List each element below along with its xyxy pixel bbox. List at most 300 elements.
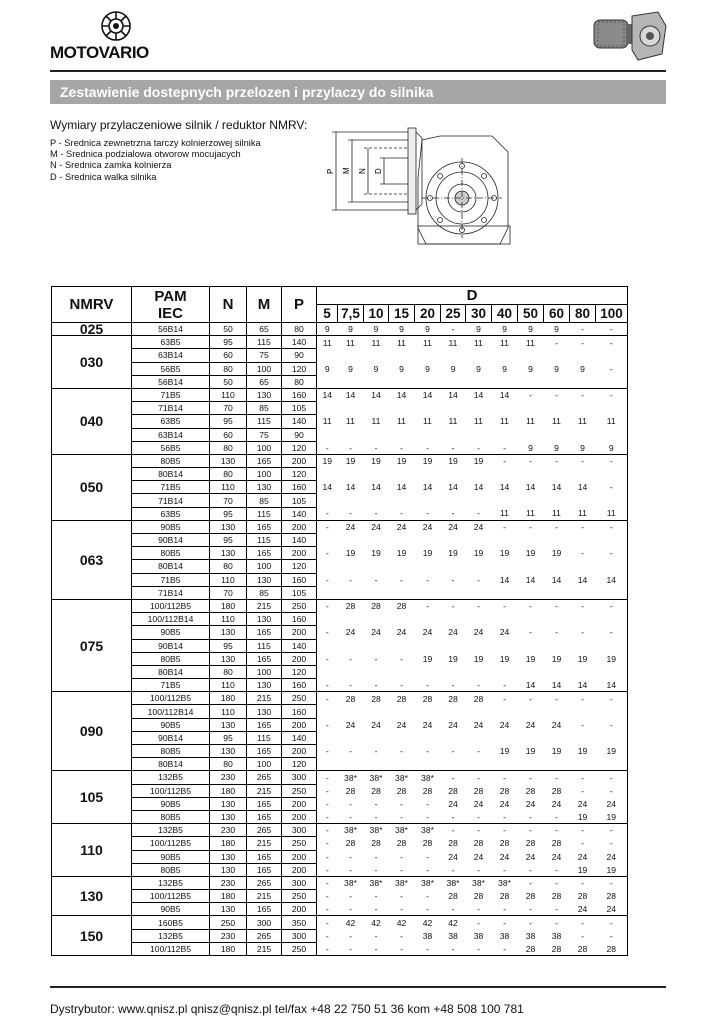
ratio-cell: [518, 731, 544, 744]
ratio-cell: -: [317, 441, 338, 454]
ratio-cell: [317, 428, 338, 441]
ratio-cell: -: [415, 942, 441, 955]
ratio-cell: -: [317, 824, 338, 837]
table-row: [52, 520, 628, 533]
ratio-cell: 9: [580, 363, 585, 374]
n-cell: 230: [210, 824, 247, 837]
ratio-cell: 24: [499, 627, 510, 638]
ratio-cell: 38*: [364, 876, 389, 889]
table-row: [52, 547, 628, 560]
ratio-cell: [596, 758, 628, 771]
ratio-cell: -: [451, 904, 455, 915]
ratio-cell: -: [349, 864, 352, 875]
ratio-cell: 24: [396, 719, 407, 730]
ratio-cell: -: [317, 547, 338, 560]
ratio-cell: [518, 494, 544, 507]
ratio-cell: -: [596, 929, 628, 942]
ratio-cell: 24: [596, 850, 628, 863]
table-row: [52, 837, 628, 850]
ratio-cell: 24: [389, 520, 415, 533]
ratio-cell: 38*: [466, 876, 492, 889]
table-row: [52, 402, 628, 415]
pam-cell: 90B5: [132, 718, 210, 731]
ratio-cell: 28: [518, 942, 544, 955]
ratio-cell: 14: [525, 482, 536, 493]
ratio-cell: 28: [448, 838, 458, 849]
brand-logo: MOTOVARIO: [50, 43, 149, 62]
pam-cell: 63B5: [132, 415, 210, 428]
ratio-cell: [570, 586, 596, 599]
pam-cell: 100/112B5: [132, 784, 210, 797]
ratio-cell: [518, 613, 544, 626]
ratio-cell: [338, 534, 364, 547]
ratio-cell: [596, 639, 628, 652]
pam-cell: 80B14: [132, 758, 210, 771]
ratio-cell: [441, 586, 466, 599]
ratio-cell: 9: [528, 363, 533, 374]
ratio-cell: 19: [596, 652, 628, 665]
ratio-cell: -: [570, 771, 596, 784]
pam-cell: 90B5: [132, 850, 210, 863]
table-row: [52, 718, 628, 731]
ratio-cell: -: [441, 942, 466, 955]
m-cell: 115: [247, 534, 282, 547]
ratio-cell: 24: [577, 798, 588, 809]
ratio-cell: 28: [345, 785, 356, 796]
table-row: [52, 586, 628, 599]
ratio-cell: -: [518, 520, 544, 533]
ratio-cell: -: [544, 454, 570, 467]
m-cell: 130: [247, 705, 282, 718]
ratio-cell: 14: [525, 679, 536, 690]
ratio-cell: -: [349, 442, 352, 453]
table-row: [52, 824, 628, 837]
ratio-cell: [466, 375, 492, 388]
pam-cell: 90B14: [132, 534, 210, 547]
m-cell: 100: [247, 362, 282, 375]
p-cell: 120: [282, 468, 317, 481]
ratio-cell: -: [374, 679, 378, 690]
ratio-cell: -: [317, 916, 338, 929]
ratio-cell: [441, 349, 466, 362]
pam-cell: 56B14: [132, 323, 210, 336]
ratio-cell: [317, 639, 338, 652]
ratio-cell: 19: [525, 746, 536, 757]
ratio-cell: 14: [499, 482, 510, 493]
ratio-cell: 11: [317, 336, 338, 349]
ratio-cell: -: [441, 323, 466, 336]
ratio-cell: [338, 758, 364, 771]
ratio-cell: 9: [596, 441, 628, 454]
ratio-cell: [544, 494, 570, 507]
ratio-cell: -: [555, 904, 558, 915]
ratio-cell: 14: [364, 388, 389, 401]
ratio-cell: -: [503, 442, 506, 453]
ratio-cell: 14: [551, 679, 562, 690]
ratio-cell: -: [317, 784, 338, 797]
ratio-cell: [596, 402, 628, 415]
header-pam-iec: [132, 287, 210, 323]
ratio-cell: 38*: [415, 771, 441, 784]
ratio-cell: [441, 560, 466, 573]
section-title: Zestawienie dostepnych przelozen i przylaczy do silnika: [50, 80, 666, 104]
ratio-cell: 14: [492, 388, 518, 401]
ratio-cell: -: [349, 930, 352, 941]
ratio-cell: [364, 758, 389, 771]
ratio-cell: 24: [396, 627, 407, 638]
ratio-cell: 28: [389, 692, 415, 705]
pam-cell: 100/112B5: [132, 890, 210, 903]
ratio-cell: -: [400, 653, 403, 664]
ratio-cell: -: [317, 679, 338, 692]
ratio-cell: 14: [525, 574, 536, 585]
ratio-cell: 9: [554, 442, 559, 453]
p-cell: 140: [282, 336, 317, 349]
table-row: [52, 626, 628, 639]
p-cell: 250: [282, 784, 317, 797]
ratio-cell: 24: [441, 520, 466, 533]
ratio-cell: 9: [373, 363, 379, 374]
ratio-cell: [338, 665, 364, 678]
ratio-cell: 42: [338, 916, 364, 929]
m-cell: 100: [247, 560, 282, 573]
n-cell: 130: [210, 863, 247, 876]
ratio-cell: [492, 665, 518, 678]
ratio-cell: [441, 494, 466, 507]
table-row: [52, 481, 628, 494]
m-cell: 165: [247, 520, 282, 533]
ratio-cell: 28: [338, 599, 364, 612]
ratio-cell: [518, 705, 544, 718]
ratio-cell: 38: [448, 930, 458, 941]
ratio-cell: [466, 560, 492, 573]
ratio-cell: [492, 494, 518, 507]
ratio-cell: -: [317, 599, 338, 612]
m-cell: 165: [247, 454, 282, 467]
header-ratio: 50: [518, 305, 544, 323]
ratio-cell: -: [529, 627, 532, 638]
ratio-cell: 9: [528, 442, 533, 453]
ratio-cell: 28: [441, 692, 466, 705]
pam-cell: 132B5: [132, 876, 210, 889]
ratio-cell: -: [349, 811, 352, 822]
ratio-cell: 24: [525, 719, 536, 730]
ratio-cell: 11: [552, 508, 561, 519]
p-cell: 200: [282, 745, 317, 758]
ratio-cell: -: [477, 864, 480, 875]
ratio-cell: [389, 613, 415, 626]
ratio-cell: [492, 375, 518, 388]
motor-gearbox-image: [592, 6, 668, 66]
ratio-cell: 9: [338, 323, 364, 336]
ratio-cell: [518, 665, 544, 678]
p-cell: 200: [282, 626, 317, 639]
ratio-cell: 28: [499, 838, 510, 849]
table-row: [52, 745, 628, 758]
ratio-cell: -: [596, 547, 628, 560]
ratio-cell: 11: [552, 416, 561, 427]
pam-cell: 90B5: [132, 797, 210, 810]
ratio-cell: 24: [422, 719, 433, 730]
table-row: [52, 336, 628, 349]
ratio-cell: 19: [577, 653, 588, 664]
table-row: [52, 560, 628, 573]
ratio-cell: [492, 705, 518, 718]
ratio-cell: [570, 758, 596, 771]
ratio-cell: [570, 428, 596, 441]
ratio-cell: -: [374, 653, 378, 664]
ratio-cell: [364, 705, 389, 718]
n-cell: 180: [210, 784, 247, 797]
ratio-cell: [596, 375, 628, 388]
p-cell: 120: [282, 758, 317, 771]
ratio-cell: 11: [518, 336, 544, 349]
ratio-cell: [415, 494, 441, 507]
ratio-cell: 9: [399, 363, 404, 374]
n-cell: 95: [210, 639, 247, 652]
ratio-cell: -: [426, 442, 429, 453]
ratio-cell: -: [570, 520, 596, 533]
header-ratio: 30: [466, 305, 492, 323]
ratio-cell: [544, 731, 570, 744]
table-row: [52, 731, 628, 744]
ratio-cell: 38*: [389, 876, 415, 889]
ratio-cell: [317, 402, 338, 415]
m-cell: 215: [247, 942, 282, 955]
ratio-cell: [544, 665, 570, 678]
m-cell: 165: [247, 718, 282, 731]
pam-cell: 63B14: [132, 349, 210, 362]
m-cell: 130: [247, 481, 282, 494]
ratio-cell: [338, 613, 364, 626]
ratio-cell: [317, 613, 338, 626]
ratio-cell: [492, 586, 518, 599]
pam-cell: 71B5: [132, 388, 210, 401]
ratio-cell: [389, 586, 415, 599]
header-ratio: 60: [544, 305, 570, 323]
ratio-cell: [415, 468, 441, 481]
ratio-cell: [466, 494, 492, 507]
ratio-cell: -: [596, 718, 628, 731]
ratio-cell: [492, 758, 518, 771]
p-cell: 200: [282, 547, 317, 560]
pam-cell: 56B5: [132, 362, 210, 375]
ratio-cell: 14: [551, 482, 562, 493]
ratio-cell: 14: [422, 482, 433, 493]
ratio-cell: 28: [466, 692, 492, 705]
ratio-cell: -: [374, 442, 378, 453]
n-cell: 130: [210, 652, 247, 665]
ratio-cell: 19: [551, 548, 562, 559]
ratio-cell: -: [317, 810, 338, 823]
ratio-cell: [389, 375, 415, 388]
p-cell: 300: [282, 771, 317, 784]
ratio-cell: 42: [389, 916, 415, 929]
ratio-cell: 9: [415, 323, 441, 336]
ratio-cell: [415, 705, 441, 718]
m-cell: 100: [247, 441, 282, 454]
header-ratio: 7,5: [338, 305, 364, 323]
ratio-cell: -: [400, 891, 403, 902]
table-row: [52, 375, 628, 388]
pam-cell: 132B5: [132, 771, 210, 784]
ratio-cell: 24: [473, 851, 484, 862]
ratio-cell: 38: [525, 930, 536, 941]
table-row: [52, 903, 628, 916]
ratio-cell: [518, 639, 544, 652]
p-cell: 140: [282, 639, 317, 652]
ratio-cell: [596, 534, 628, 547]
n-cell: 130: [210, 718, 247, 731]
table-row: [52, 468, 628, 481]
pam-cell: 90B5: [132, 626, 210, 639]
ratio-cell: [338, 375, 364, 388]
ratio-cell: [544, 428, 570, 441]
ratio-cell: -: [415, 599, 441, 612]
ratio-cell: 38*: [415, 824, 441, 837]
ratio-cell: 11: [596, 507, 628, 520]
ratio-cell: -: [503, 679, 506, 690]
ratio-cell: 19: [525, 548, 536, 559]
pam-cell: 100/112B14: [132, 705, 210, 718]
table-row: [52, 599, 628, 612]
ratio-cell: 28: [544, 942, 570, 955]
n-cell: 110: [210, 481, 247, 494]
ratio-cell: 28: [338, 692, 364, 705]
ratio-cell: -: [317, 903, 338, 916]
ratio-cell: [317, 534, 338, 547]
header-ratio: 40: [492, 305, 518, 323]
m-cell: 165: [247, 797, 282, 810]
ratio-cell: 42: [364, 916, 389, 929]
ratio-cell: -: [492, 599, 518, 612]
ratio-cell: 11: [578, 508, 587, 519]
ratio-cell: [441, 534, 466, 547]
ratio-cell: [415, 428, 441, 441]
n-cell: 130: [210, 797, 247, 810]
ratio-cell: -: [581, 548, 584, 559]
ratio-cell: -: [570, 599, 596, 612]
pam-cell: 80B14: [132, 560, 210, 573]
ratio-cell: 9: [450, 363, 456, 374]
m-cell: 65: [247, 375, 282, 388]
ratio-cell: -: [349, 679, 352, 690]
legend-item: N - Srednica zamka kolnierza: [50, 160, 172, 171]
ratio-cell: [441, 402, 466, 415]
bottom-divider: [50, 986, 666, 988]
ratio-cell: -: [466, 942, 492, 955]
ratio-cell: -: [544, 599, 570, 612]
ratio-cell: 14: [596, 573, 628, 586]
ratio-cell: 28: [415, 692, 441, 705]
ratio-cell: -: [426, 864, 429, 875]
ratio-cell: [570, 468, 596, 481]
ratio-cell: 38*: [389, 771, 415, 784]
ratio-cell: 28: [525, 891, 536, 902]
ratio-cell: -: [596, 876, 628, 889]
ratio-cell: [544, 402, 570, 415]
ratio-cell: [466, 428, 492, 441]
ratio-cell: -: [338, 942, 364, 955]
ratio-cell: [415, 534, 441, 547]
ratio-cell: [596, 494, 628, 507]
ratio-cell: 24: [551, 851, 562, 862]
m-cell: 300: [247, 916, 282, 929]
ratio-cell: 19: [466, 454, 492, 467]
ratio-cell: -: [400, 442, 403, 453]
ratio-cell: 28: [448, 785, 458, 796]
ratio-cell: -: [477, 811, 480, 822]
pam-cell: 63B5: [132, 507, 210, 520]
p-cell: 90: [282, 349, 317, 362]
pam-cell: 100/112B5: [132, 599, 210, 612]
ratio-cell: 24: [422, 627, 433, 638]
ratio-cell: [492, 639, 518, 652]
ratio-cell: 11: [441, 336, 466, 349]
ratio-cell: -: [518, 388, 544, 401]
ratio-cell: 24: [473, 798, 484, 809]
m-cell: 115: [247, 639, 282, 652]
table-row: [52, 679, 628, 692]
table-row: [52, 454, 628, 467]
pam-cell: 71B14: [132, 402, 210, 415]
p-cell: 200: [282, 850, 317, 863]
ratio-cell: [415, 349, 441, 362]
ratio-cell: 28: [551, 891, 562, 902]
ratio-cell: -: [492, 771, 518, 784]
ratio-cell: [338, 639, 364, 652]
ratio-cell: 9: [492, 323, 518, 336]
ratio-cell: [492, 468, 518, 481]
pam-cell: 80B14: [132, 468, 210, 481]
ratio-cell: [570, 534, 596, 547]
ratio-cell: 14: [473, 482, 484, 493]
m-cell: 165: [247, 652, 282, 665]
ratio-cell: 28: [371, 785, 381, 796]
ratio-cell: [544, 613, 570, 626]
ratio-cell: -: [570, 824, 596, 837]
ratio-cell: [317, 586, 338, 599]
header-pam: PAM: [154, 287, 187, 305]
table-row: [52, 323, 628, 336]
ratio-cell: 38*: [338, 771, 364, 784]
model-cell: 130: [52, 876, 132, 916]
ratio-cell: [466, 731, 492, 744]
ratio-cell: [466, 534, 492, 547]
p-cell: 80: [282, 375, 317, 388]
ratio-cell: 11: [389, 336, 415, 349]
ratio-cell: [596, 731, 628, 744]
ratio-cell: -: [596, 599, 628, 612]
m-cell: 165: [247, 850, 282, 863]
ratio-cell: 9: [554, 363, 559, 374]
p-cell: 160: [282, 613, 317, 626]
ratio-cell: 28: [396, 838, 407, 849]
ratio-cell: 38: [551, 930, 562, 941]
table-row: [52, 810, 628, 823]
ratio-cell: [544, 349, 570, 362]
ratio-cell: 11: [474, 416, 483, 427]
ratio-cell: 28: [473, 785, 484, 796]
table-row: [52, 916, 628, 929]
ratio-cell: -: [317, 797, 338, 810]
ratio-cell: [389, 468, 415, 481]
ratio-cell: 28: [448, 891, 458, 902]
ratio-cell: 9: [580, 442, 585, 453]
ratio-cell: -: [426, 508, 429, 519]
pam-cell: 100/112B5: [132, 942, 210, 955]
ratio-cell: -: [581, 930, 584, 941]
